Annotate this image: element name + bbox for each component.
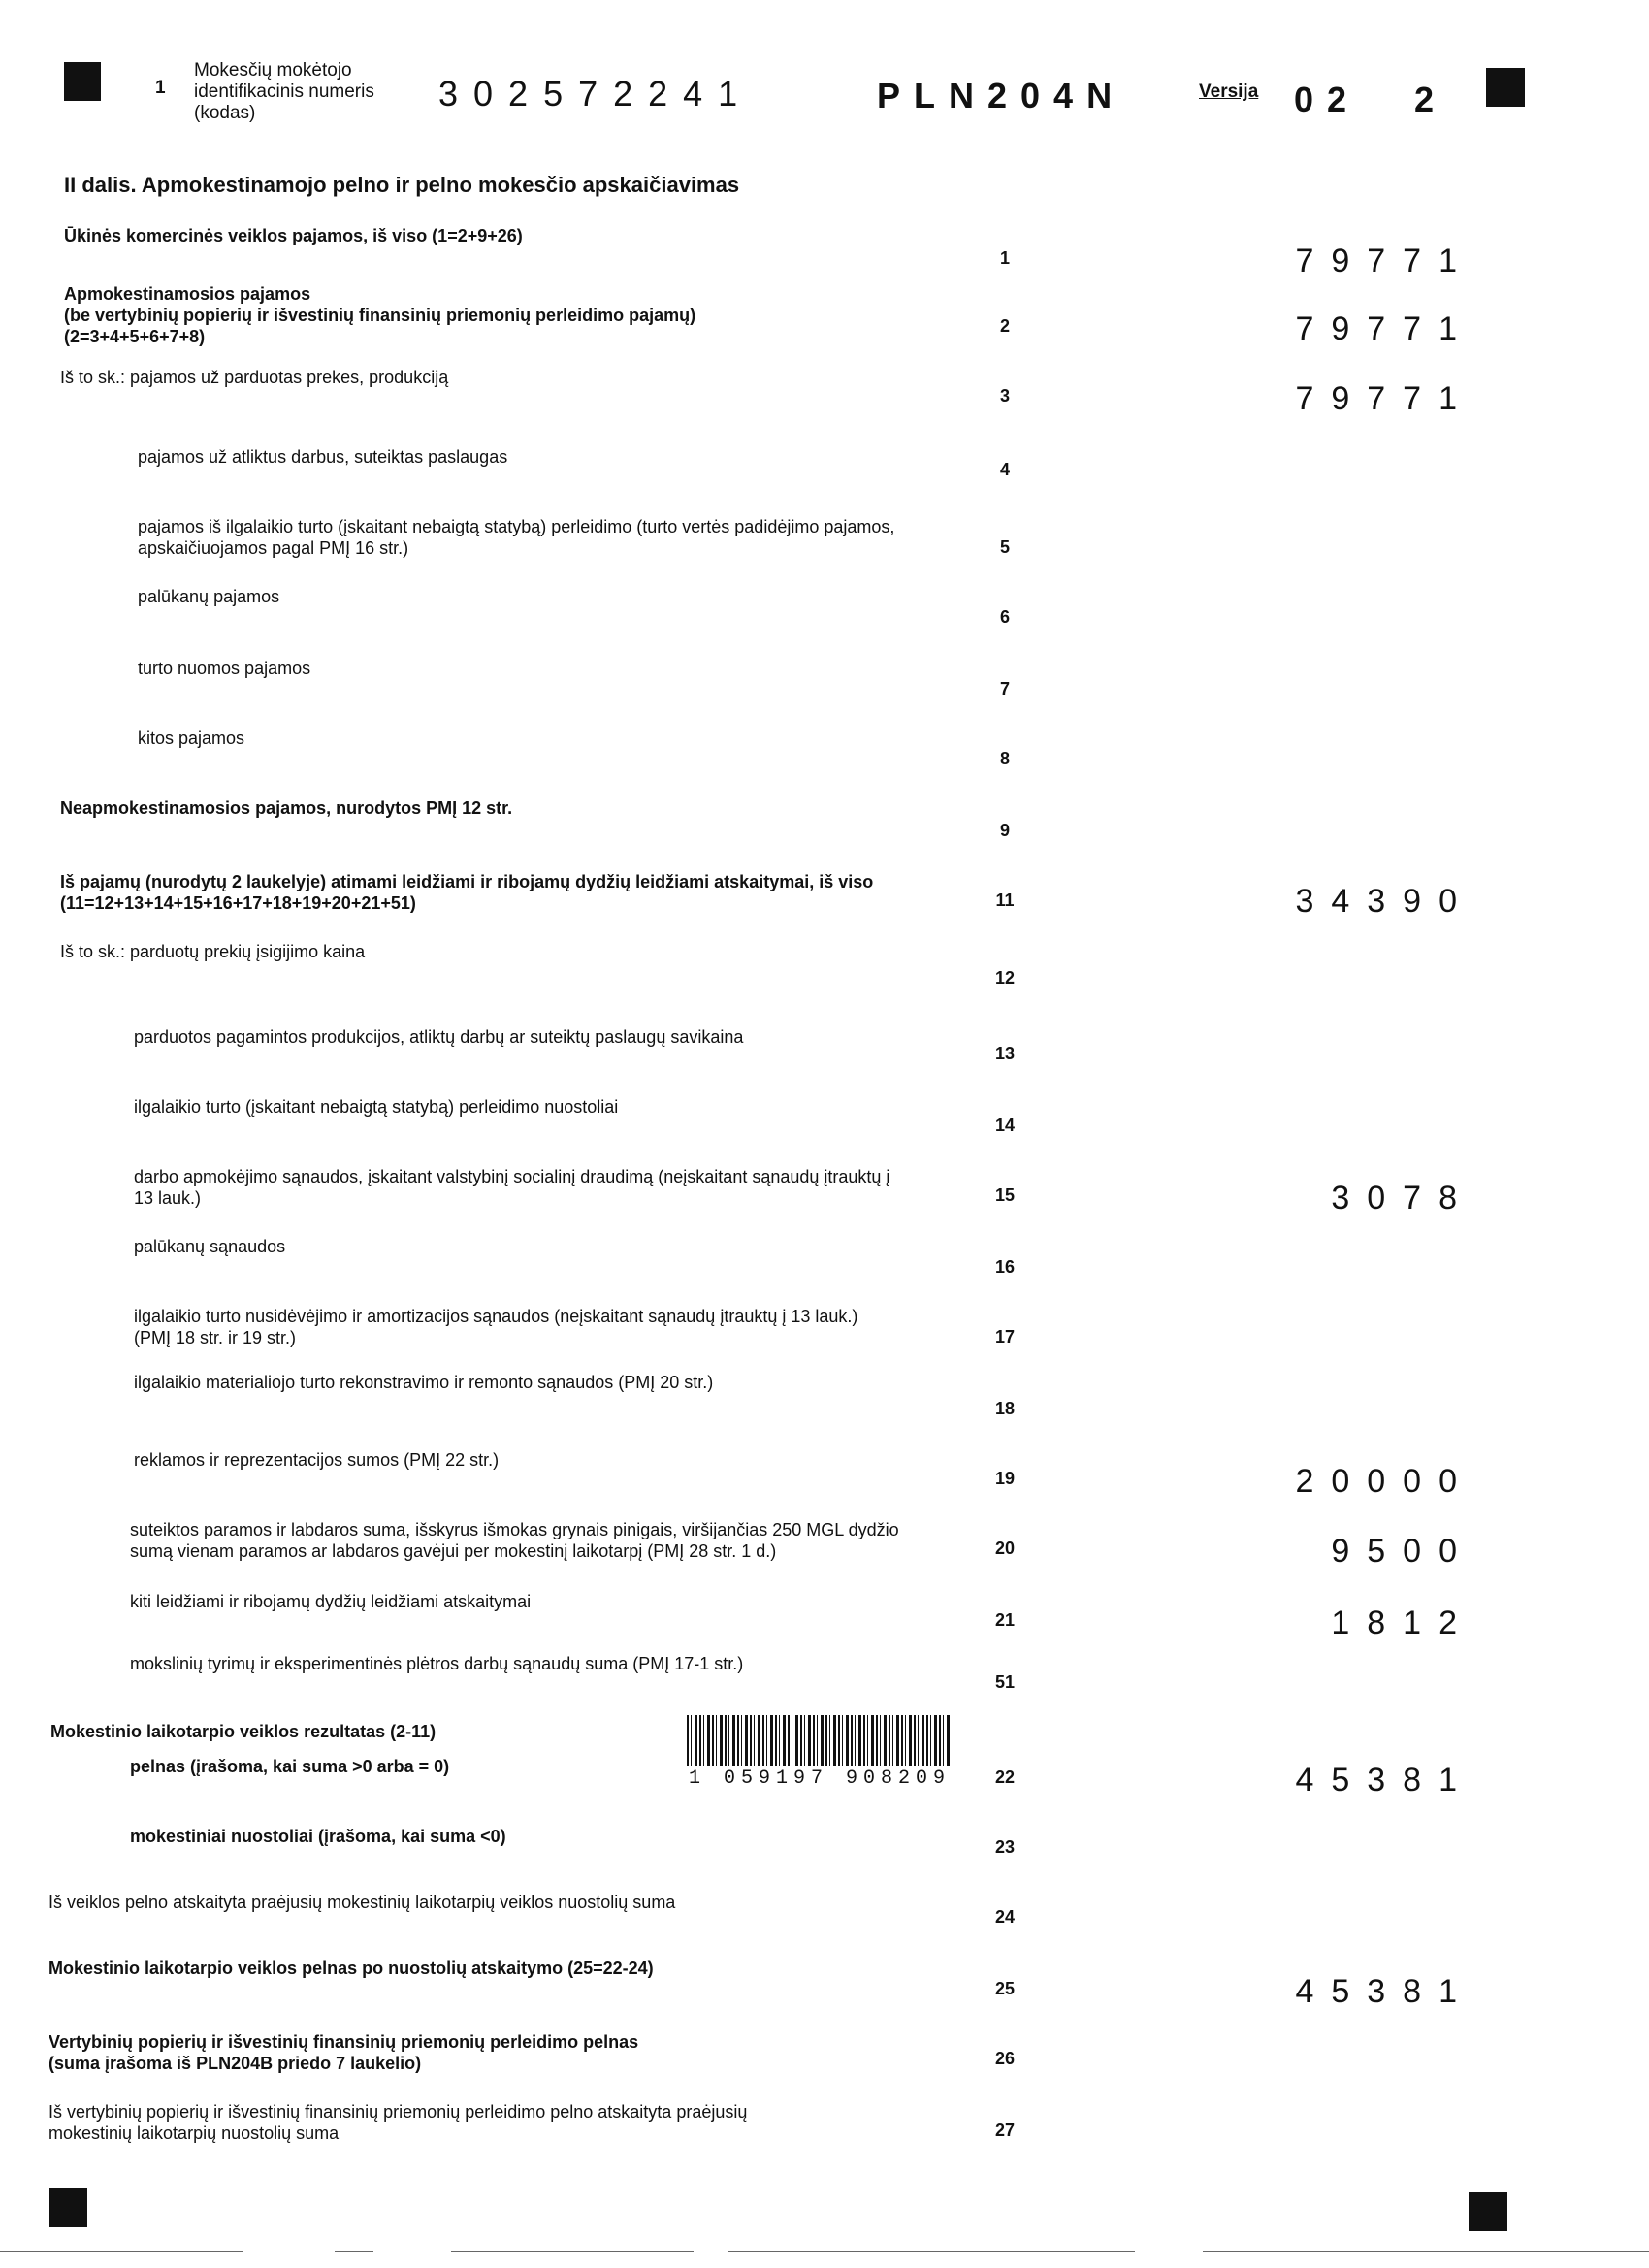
version-label: Versija	[1199, 81, 1259, 102]
row-label-9: Neapmokestinamosios pajamos, nurodytos PMĮ 12 str.	[60, 798, 513, 818]
row-value-3: 79771	[1295, 380, 1474, 417]
row-number-18: 18	[994, 1399, 1016, 1418]
row-value-1: 79771	[1295, 243, 1474, 279]
row-label-51: mokslinių tyrimų ir eksperimentinės plėtros darbų sąnaudų suma (PMĮ 17-1 str.)	[130, 1654, 744, 1673]
row-value-15: 3078	[1331, 1180, 1474, 1216]
scan-line	[728, 2251, 1135, 2252]
row-label-20: suteiktos paramos ir labdaros suma, išskyrus išmokas grynais pinigais, viršijančias 250 MGL dydžio sumą vienam paramos ar labdaros gavėjui per mokestinį laikotarpį (PMĮ 28 str. 1 d.)	[130, 1520, 899, 1561]
row-label-17: ilgalaikio turto nusidėvėjimo ir amortizacijos sąnaudos (neįskaitant sąnaudų įtrauktų į 13 lauk.) (PMĮ 18 str. ir 19 str.)	[134, 1307, 858, 1347]
row-number-11: 11	[995, 891, 1015, 910]
row-label-12: Iš to sk.: parduotų prekių įsigijimo kaina	[60, 942, 366, 961]
row-number-14: 14	[994, 1116, 1016, 1135]
row-number-25: 25	[994, 1979, 1016, 1998]
row-number-16: 16	[994, 1257, 1016, 1277]
row-number-27: 27	[994, 2121, 1016, 2140]
row-number-17: 17	[994, 1327, 1016, 1346]
row-label-22: pelnas (įrašoma, kai suma >0 arba = 0)	[130, 1757, 450, 1776]
taxpayer-label-line2: identifikacinis numeris	[194, 81, 374, 102]
row-number-3: 3	[999, 386, 1010, 405]
row-number-15: 15	[994, 1185, 1016, 1205]
scan-line	[451, 2251, 694, 2252]
row-label-4: pajamos už atliktus darbus, suteiktas paslaugas	[138, 447, 508, 467]
row-number-12: 12	[994, 968, 1016, 988]
row-label-8: kitos pajamos	[138, 729, 245, 748]
row-number-1: 1	[999, 248, 1010, 268]
row-label-15: darbo apmokėjimo sąnaudos, įskaitant valstybinį socialinį draudimą (neįskaitant sąnaudų įtrauktų į 13 lauk.)	[134, 1167, 890, 1208]
taxpayer-label-line1: Mokesčių mokėtojo	[194, 60, 352, 81]
row-label-25: Mokestinio laikotarpio veiklos pelnas po nuostolių atskaitymo (25=22-24)	[48, 1959, 654, 1978]
row-value-19: 20000	[1295, 1463, 1474, 1500]
row-number-7: 7	[999, 679, 1010, 698]
row-label-14: ilgalaikio turto (įskaitant nebaigtą statybą) perleidimo nuostoliai	[134, 1097, 619, 1117]
form-code: PLN204N	[877, 76, 1126, 115]
scan-line	[0, 2251, 242, 2252]
row-number-51: 51	[994, 1672, 1016, 1692]
row-label-1: Ūkinės komercinės veiklos pajamos, iš viso (1=2+9+26)	[64, 226, 523, 245]
version-extra: 2	[1414, 80, 1448, 119]
header-field-number: 1	[155, 78, 166, 98]
section-title: II dalis. Apmokestinamojo pelno ir pelno mokesčio apskaičiavimas	[64, 173, 740, 197]
row-label-7: turto nuomos pajamos	[138, 659, 311, 678]
row-value-11: 34390	[1295, 883, 1474, 920]
row-label-18: ilgalaikio materialiojo turto rekonstravimo ir remonto sąnaudos (PMĮ 20 str.)	[134, 1373, 714, 1392]
row-label-26: Vertybinių popierių ir išvestinių finansinių priemonių perleidimo pelnas (suma įrašoma iš PLN204B priedo 7 laukelio)	[48, 2032, 639, 2073]
row-label-3: Iš to sk.: pajamos už parduotas prekes, produkciją	[60, 368, 449, 387]
version-value: 02	[1294, 80, 1361, 119]
row-label-19: reklamos ir reprezentacijos sumos (PMĮ 22 str.)	[134, 1450, 500, 1470]
row-label-5: pajamos iš ilgalaikio turto (įskaitant nebaigtą statybą) perleidimo (turto vertės padidėjimo pajamos, apskaičiuojamos pagal PMĮ 16 str.)	[138, 517, 895, 558]
row-number-23: 23	[994, 1837, 1016, 1857]
row-value-21: 1812	[1331, 1604, 1474, 1641]
row-number-2: 2	[999, 316, 1010, 336]
row-label-21: kiti leidžiami ir ribojamų dydžių leidžiami atskaitymai	[130, 1592, 532, 1611]
row-label-16: palūkanų sąnaudos	[134, 1237, 286, 1256]
row-label-13: parduotos pagamintos produkcijos, atliktų darbų ar suteiktų paslaugų savikaina	[134, 1027, 744, 1047]
row-number-4: 4	[999, 460, 1010, 479]
row-label-6: palūkanų pajamos	[138, 587, 280, 606]
row-value-2: 79771	[1295, 310, 1474, 347]
row-number-21: 21	[994, 1610, 1016, 1630]
result-heading: Mokestinio laikotarpio veiklos rezultatas (2-11)	[50, 1722, 436, 1741]
corner-marker-top-left	[64, 62, 101, 101]
barcode	[687, 1715, 951, 1766]
row-number-5: 5	[999, 537, 1010, 557]
row-number-22: 22	[994, 1767, 1016, 1787]
taxpayer-label	[194, 60, 374, 124]
row-label-11: Iš pajamų (nurodytų 2 laukelyje) atimami leidžiami ir ribojamų dydžių leidžiami atskaitymai, iš viso (11=12+13+14+15+16+17+18+19+20+21+51)	[60, 872, 874, 913]
row-label-23: mokestiniai nuostoliai (įrašoma, kai suma <0)	[130, 1827, 506, 1846]
row-label-27: Iš vertybinių popierių ir išvestinių finansinių priemonių perleidimo pelno atskaityta praėjusių mokestinių laikotarpių nuostolių suma	[48, 2102, 748, 2143]
row-number-9: 9	[999, 821, 1010, 840]
row-label-2: Apmokestinamosios pajamos (be vertybinių popierių ir išvestinių finansinių priemonių perleidimo pajamų) (2=3+4+5+6+7+8)	[64, 284, 696, 346]
corner-marker-bottom-left	[48, 2188, 87, 2227]
row-number-24: 24	[994, 1907, 1016, 1927]
row-number-6: 6	[999, 607, 1010, 627]
corner-marker-bottom-right	[1469, 2192, 1507, 2231]
row-number-8: 8	[999, 749, 1010, 768]
corner-marker-top-right	[1486, 68, 1525, 107]
row-value-25: 45381	[1295, 1973, 1474, 2010]
taxpayer-label-line3: (kodas)	[194, 103, 256, 123]
barcode-text: 1 059197 908209	[688, 1767, 952, 1790]
row-number-20: 20	[994, 1539, 1016, 1558]
row-number-26: 26	[994, 2049, 1016, 2068]
row-number-19: 19	[994, 1469, 1016, 1488]
row-value-22: 45381	[1295, 1762, 1474, 1798]
scan-line	[335, 2251, 373, 2252]
scan-line	[1203, 2251, 1649, 2252]
row-label-24: Iš veiklos pelno atskaityta praėjusių mokestinių laikotarpių veiklos nuostolių suma	[48, 1893, 676, 1912]
row-number-13: 13	[994, 1044, 1016, 1063]
row-value-20: 9500	[1331, 1533, 1474, 1570]
taxpayer-code: 302572241	[438, 74, 754, 113]
